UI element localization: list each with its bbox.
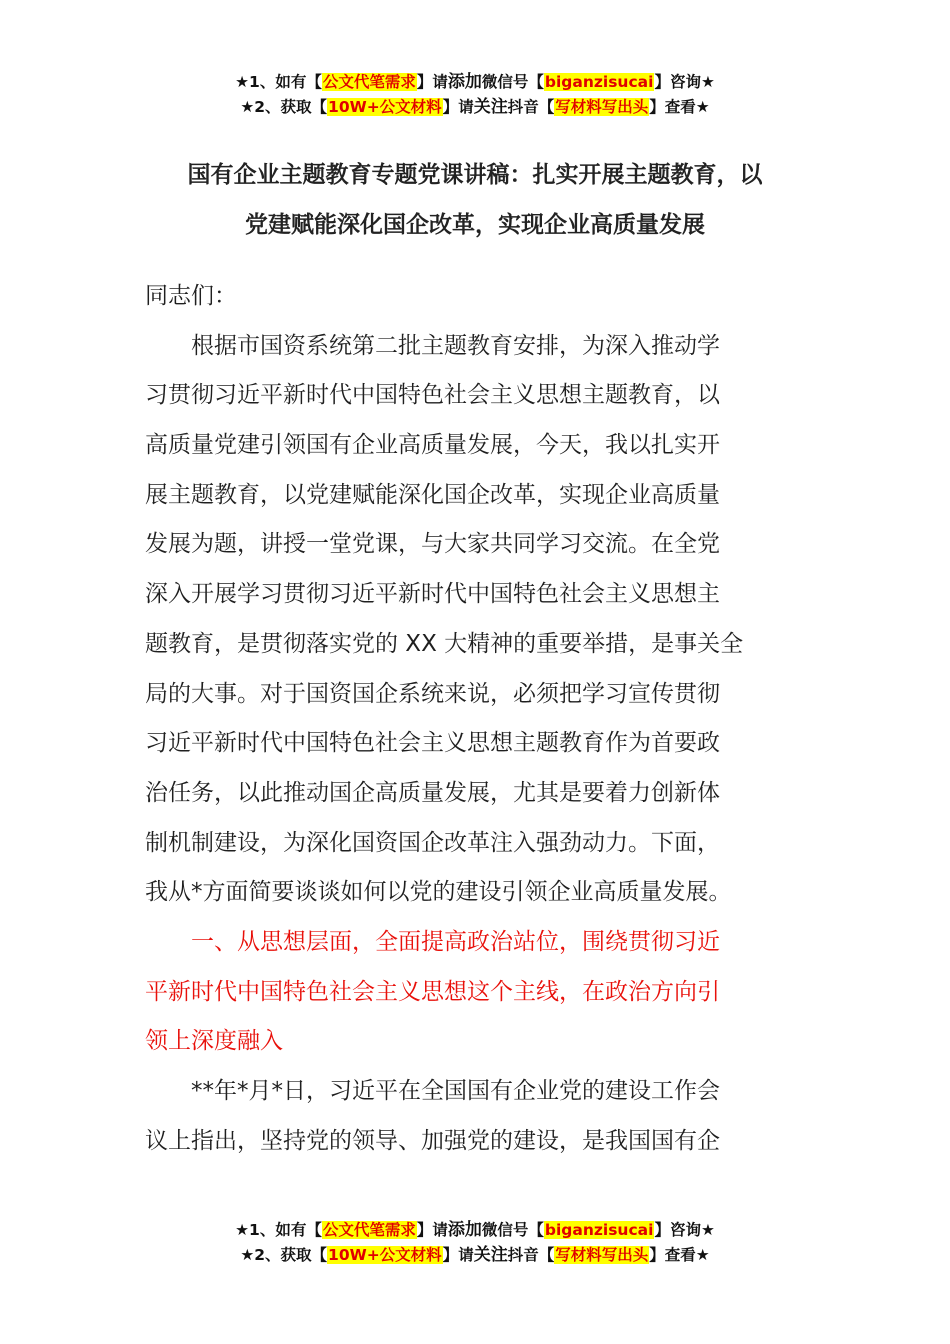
paragraph-line: 我从*方面简要谈谈如何以党的建设引领企业高质量发展。 (145, 879, 732, 906)
paragraph-line: 深入开展学习贯彻习近平新时代中国特色社会主义思想主 (145, 581, 720, 608)
banner-line-2: ★2、获取【10W+公文材料】请关注抖音【写材料写出头】查看★ (240, 97, 710, 117)
highlight-service: 公文代笔需求 (322, 1221, 416, 1239)
highlight-materials: 10W+公文材料 (328, 1246, 442, 1264)
banner-line-1: ★1、如有【公文代笔需求】请添加微信号【biganzisucai】咨询★ (235, 72, 715, 92)
paragraph-line: 习近平新时代中国特色社会主义思想主题教育作为首要政 (145, 730, 720, 757)
salutation: 同志们： (145, 283, 237, 309)
section-heading-line: 平新时代中国特色社会主义思想这个主线，在政治方向引 (145, 978, 720, 1005)
highlight-wechat-id: biganzisucai (544, 73, 654, 91)
bottom-banner (0, 1218, 950, 1268)
top-banner (0, 70, 950, 120)
highlight-materials: 10W+公文材料 (328, 98, 442, 116)
section-heading-line: 领上深度融入 (145, 1028, 283, 1055)
paragraph-line: **年*月*日，习近平在全国国有企业党的建设工作会 (145, 1078, 720, 1104)
paragraph-line: 展主题教育，以党建赋能深化国企改革，实现企业高质量 (145, 481, 720, 508)
highlight-douyin: 写材料写出头 (555, 98, 649, 116)
paragraph-line: 局的大事。对于国资国企系统来说，必须把学习宣传贯彻 (145, 680, 720, 707)
title-line-2: 党建赋能深化国企改革，实现企业高质量发展 (245, 212, 705, 238)
highlight-douyin: 写材料写出头 (555, 1246, 649, 1264)
document-body (145, 272, 815, 1166)
paragraph-line: 根据市国资系统第二批主题教育安排，为深入推动学 (145, 332, 720, 359)
paragraph-line: 制机制建设，为深化国资国企改革注入强劲动力。下面， (145, 829, 720, 856)
banner-line-2: ★2、获取【10W+公文材料】请关注抖音【写材料写出头】查看★ (240, 1245, 710, 1265)
paragraph-line: 发展为题，讲授一堂党课，与大家共同学习交流。在全党 (145, 531, 720, 558)
highlight-service: 公文代笔需求 (322, 73, 416, 91)
paragraph-line: 题教育，是贯彻落实党的 XX 大精神的重要举措，是事关全 (145, 630, 744, 657)
paragraph-line: 高质量党建引领国有企业高质量发展，今天，我以扎实开 (145, 432, 720, 459)
paragraph-line: 治任务，以此推动国企高质量发展，尤其是要着力创新体 (145, 779, 720, 806)
highlight-wechat-id: biganzisucai (544, 1221, 654, 1239)
document-title (0, 150, 950, 250)
paragraph-line: 习贯彻习近平新时代中国特色社会主义思想主题教育，以 (145, 382, 720, 409)
section-heading-line: 一、从思想层面，全面提高政治站位，围绕贯彻习近 (145, 928, 720, 955)
paragraph-line: 议上指出，坚持党的领导、加强党的建设，是我国国有企 (145, 1127, 720, 1154)
banner-line-1: ★1、如有【公文代笔需求】请添加微信号【biganzisucai】咨询★ (235, 1220, 715, 1240)
title-line-1: 国有企业主题教育专题党课讲稿：扎实开展主题教育，以 (187, 162, 763, 188)
